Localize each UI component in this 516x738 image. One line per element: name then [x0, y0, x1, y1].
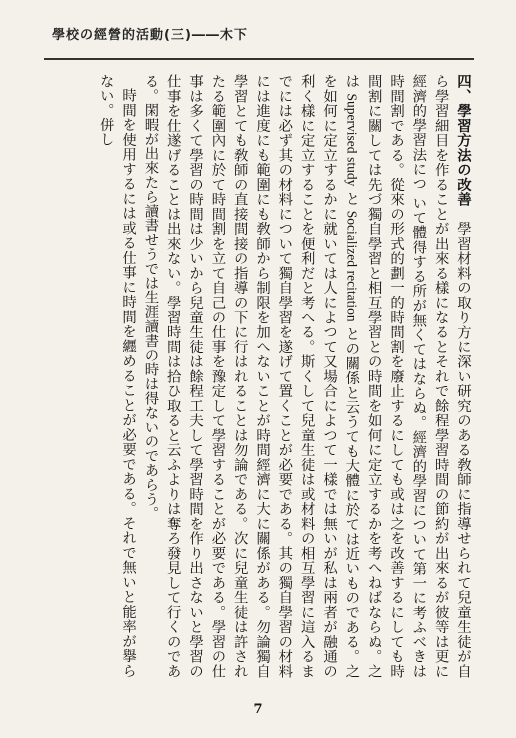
term-socialized-recitation: Socialized recitation	[344, 210, 360, 322]
body-text	[44, 74, 474, 678]
section-heading: 四、學習方法の改善	[455, 74, 471, 207]
header-rule	[44, 58, 474, 60]
paragraph-1	[139, 74, 474, 678]
term-supervised-study: Supervised study	[344, 93, 360, 187]
running-title: 學校の經營的活動(三)――木下	[52, 28, 248, 43]
page-number: 7	[253, 702, 263, 717]
paragraph-1-text-a: 學習材料の取り方に深い研究のある敎師に指導せられて兒童生徒が自ら學習細目を作ることが出來る樣になるとそれで餘程學習時間の節約が出來るが彼等は更に經濟的學習法につ いて體得する所が無くてはならぬ。經濟的學習について第一に考ふべきは時間割である。從來の形式的劃一的時間割を廢止するにしても或は之を改善するにしても時間割に關しては先づ獨自學習と相互學習との時間を如何に定立するかを考へねばならぬ。之は	[343, 74, 471, 678]
paragraph-1-text-c: との關係と云うても大體に於ては近いものである。之を如何に定立するかに就いては人によつて又場合によつて一樣では無いが私は兩者が融通の利く樣に定立することを便利だと考へる。斯くして兒童生徒は或材料の相互學習に這入るまでには必ず其の材料について獨自學習を遂げて置くことが必要である。其の獨自學習の材料には進度にも範圍にも敎師から制限を加へないことが時間經濟に大に關係がある。勿論獨自學習とても敎師の直接間接の指導の下に行はれることは勿論である。次に兒童生徒は許されたる範圍內に於て時間割を立て自己の仕事を豫定して學習することが必要である。學習の仕事は多くて學習の時間は少いから兒童生徒は餘程工夫して學習時間を作り出さないと學習の仕事を仕遂げることは出來ない。學習時間は拾ひ取ると云ふよりは奪ろ發見して行くのである。閑暇が出來たら讀書せうでは生涯讀書の時は得ないのであらう。	[142, 74, 360, 678]
paragraph-1-text-b: と	[343, 191, 360, 206]
paragraph-2: 時間を使用するには或る仕事に時間を纒めることが必要である。それで無いと能率が擧らない。併し	[97, 74, 137, 678]
